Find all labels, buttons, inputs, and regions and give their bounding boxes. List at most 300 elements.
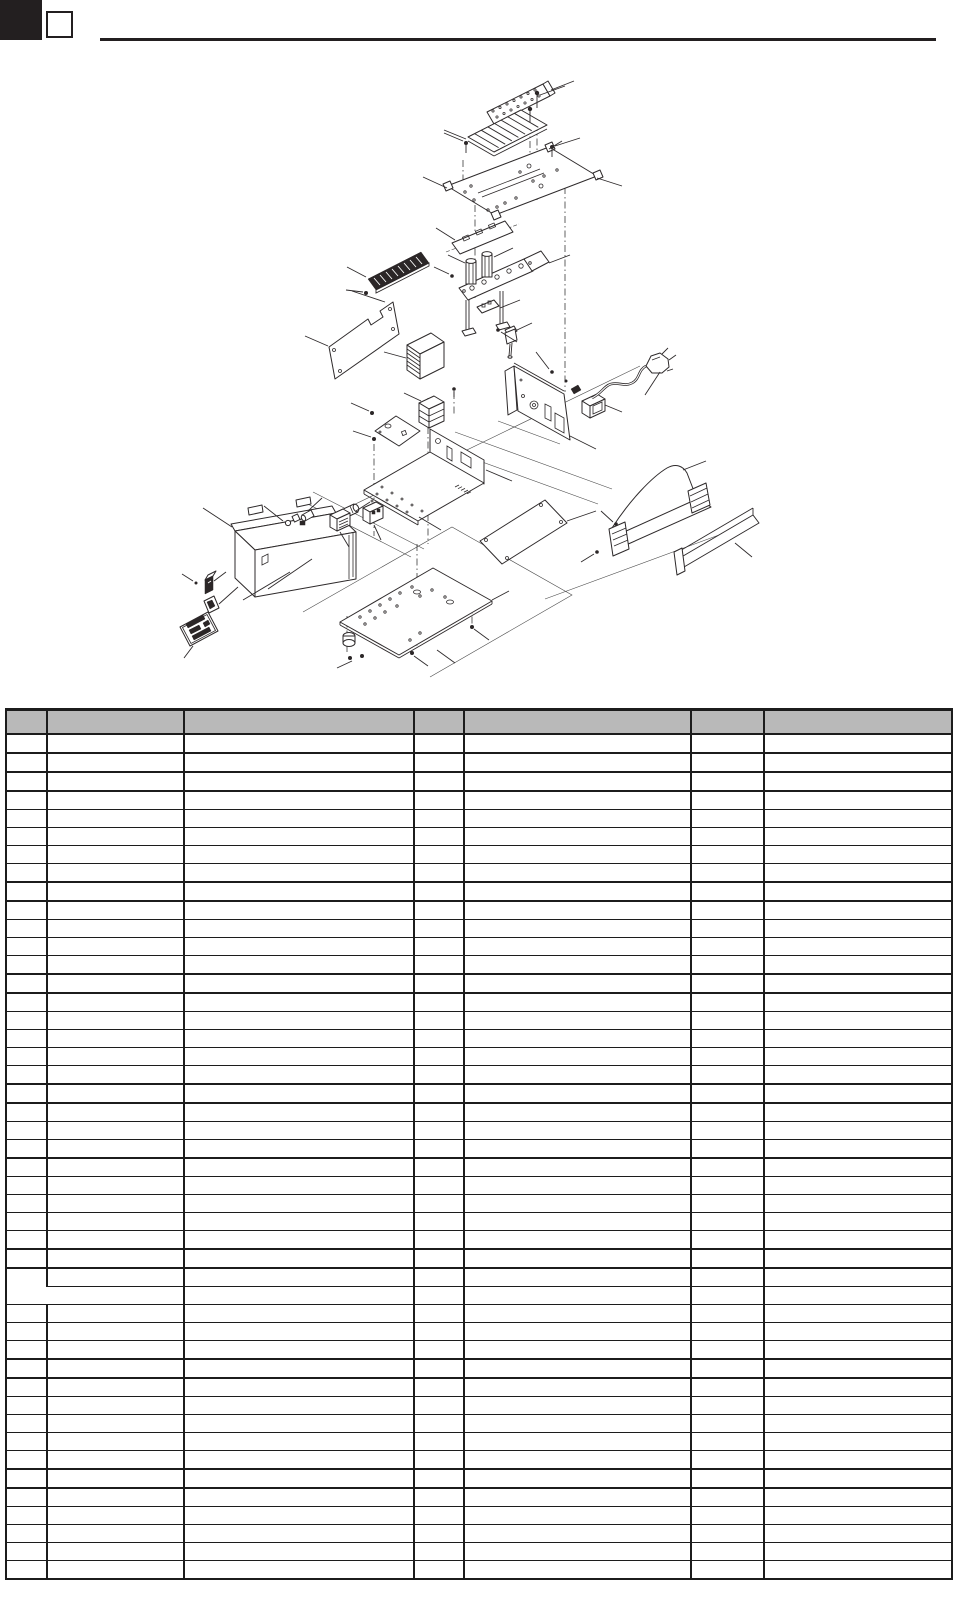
table-cell [6,864,47,883]
table-cell [184,1507,414,1525]
table-cell [414,734,464,753]
table-cell [414,1397,464,1415]
table-cell [691,1451,764,1470]
table-cell [184,901,414,920]
table-cell [464,1177,691,1195]
table-cell [764,810,952,828]
table-cell [764,1249,952,1268]
table-cell [47,1140,184,1159]
table-cell [691,1323,764,1341]
table-cell [47,1397,184,1415]
table-cell [47,882,184,901]
table-cell [464,1249,691,1268]
table-cell [47,1469,184,1488]
base-plate [340,568,492,658]
table-cell [691,828,764,846]
table-cell [184,1469,414,1488]
table-cell [691,1397,764,1415]
table-cell [47,974,184,993]
power-inlet-connector [571,385,605,418]
exploded-view-diagram [0,0,954,690]
table-cell [6,1561,47,1580]
table-row [6,956,952,975]
table-cell [184,734,414,753]
table-cell [764,1488,952,1507]
table-cell [464,1507,691,1525]
table-cell [47,920,184,938]
table-cell [47,772,184,791]
table-cell [6,791,47,810]
table-cell [414,791,464,810]
table-cell [464,1415,691,1433]
table-cell [6,1451,47,1470]
table-row [6,1158,952,1177]
table-cell [184,956,414,975]
table-row [6,1030,952,1048]
table-row [6,734,952,753]
table-cell [414,1177,464,1195]
table-cell [6,1103,47,1122]
table-cell [184,1140,414,1159]
table-cell [184,974,414,993]
table-cell [47,956,184,975]
table-cell [47,1543,184,1561]
table-cell [691,1507,764,1525]
table-cell [414,1469,464,1488]
table-cell [764,920,952,938]
table-cell [691,882,764,901]
table-cell [47,1415,184,1433]
table-cell [47,1488,184,1507]
table-cell [691,1066,764,1085]
table-cell [47,938,184,956]
table-cell [6,993,47,1012]
table-cell [414,1507,464,1525]
table-row [6,1287,952,1305]
table-cell [691,1469,764,1488]
table-cell [764,1066,952,1085]
table-cell [764,1469,952,1488]
parts-table [5,708,953,1580]
column-header-description-left [184,710,414,735]
table-cell [464,1012,691,1030]
main-pcb [329,302,399,379]
table-cell [184,1158,414,1177]
table-row [6,1415,952,1433]
table-row [6,1451,952,1470]
table-cell [6,882,47,901]
table-cell [184,791,414,810]
table-cell [184,1177,414,1195]
table-cell [184,1231,414,1250]
table-cell [6,1249,47,1268]
table-row [6,1397,952,1415]
table-cell [47,846,184,864]
table-row [6,1507,952,1525]
table-cell [184,1561,414,1580]
table-cell [414,1415,464,1433]
table-row [6,1525,952,1543]
table-cell [6,1066,47,1085]
table-row [6,753,952,772]
table-cell [764,938,952,956]
table-cell [6,1030,47,1048]
table-cell [764,956,952,975]
table-cell [691,1415,764,1433]
table-cell [184,1103,414,1122]
table-cell [764,1433,952,1451]
table-cell [764,1030,952,1048]
table-cell [764,791,952,810]
comb-connector [368,252,429,293]
sensor-strip-pcb [446,221,519,254]
table-cell [47,1084,184,1103]
table-cell [691,753,764,772]
table-cell [414,1158,464,1177]
table-cell [47,1103,184,1122]
shielded-module [407,333,444,379]
table-cell [6,753,47,772]
transformer-block [419,396,444,428]
table-cell [6,1359,47,1378]
column-header-part-no-right [464,710,691,735]
table-cell [184,1359,414,1378]
capacitor-bracket [459,251,549,336]
table-cell [184,846,414,864]
table-cell [414,1048,464,1066]
table-cell [47,1195,184,1213]
table-cell [47,1066,184,1085]
table-cell [764,1561,952,1580]
table-cell [184,1249,414,1268]
table-cell [414,1451,464,1470]
table-cell [47,901,184,920]
table-cell [184,920,414,938]
table-row [6,1378,952,1397]
table-cell [691,1543,764,1561]
table-cell [414,1012,464,1030]
table-cell [764,1048,952,1066]
table-row [6,1231,952,1250]
table-cell [414,1359,464,1378]
table-cell [184,1415,414,1433]
table-cell [184,1195,414,1213]
table-cell [184,938,414,956]
table-cell [6,1507,47,1525]
table-row [6,901,952,920]
table-cell [184,1433,414,1451]
table-row [6,974,952,993]
table-cell [764,1158,952,1177]
table-cell [691,864,764,883]
table-row [6,882,952,901]
table-cell [464,1378,691,1397]
table-cell [691,1158,764,1177]
table-cell [464,1103,691,1122]
table-cell [47,753,184,772]
column-header-part-no-left [47,710,184,735]
table-cell [6,1415,47,1433]
table-cell [6,1177,47,1195]
table-cell [464,772,691,791]
table-cell [414,882,464,901]
table-cell [184,1397,414,1415]
table-cell [47,1359,184,1378]
table-row [6,791,952,810]
table-cell [184,1122,414,1140]
table-cell [184,1287,414,1305]
table-cell [6,1084,47,1103]
table-row [6,1103,952,1122]
table-cell [184,1048,414,1066]
table-cell [184,1323,414,1341]
table-cell [6,1122,47,1140]
table-cell [764,753,952,772]
table-cell [691,1359,764,1378]
table-cell [764,1231,952,1250]
table-cell [47,1177,184,1195]
table-cell [47,1158,184,1177]
table-cell [414,1543,464,1561]
table-cell [691,791,764,810]
table-cell [414,1378,464,1397]
table-cell [47,1012,184,1030]
table-row [6,1140,952,1159]
table-cell [6,1469,47,1488]
table-cell [6,1341,47,1360]
table-header-row [6,710,952,735]
table-cell [764,1543,952,1561]
table-cell [184,864,414,883]
column-header-qty-right [691,710,764,735]
table-cell [464,920,691,938]
table-cell [464,1359,691,1378]
table-cell [47,1048,184,1066]
table-cell [184,1488,414,1507]
rating-label [180,612,218,646]
table-cell [184,1213,414,1231]
table-cell [184,1305,414,1323]
table-cell [691,1195,764,1213]
table-cell [414,956,464,975]
table-cell [691,938,764,956]
table-cell [414,938,464,956]
table-cell [414,1213,464,1231]
table-cell [47,1122,184,1140]
table-cell [464,1323,691,1341]
thermal-fuse-part [505,326,517,358]
table-cell [764,1084,952,1103]
table-cell [47,1231,184,1250]
table-cell [764,1213,952,1231]
column-header-description-right [764,710,952,735]
table-cell [691,1084,764,1103]
table-cell [6,901,47,920]
table-row [6,1012,952,1030]
table-cell [414,920,464,938]
table-cell [764,734,952,753]
table-cell [691,1525,764,1543]
table-cell [764,1378,952,1397]
table-row [6,1213,952,1231]
table-cell [464,1525,691,1543]
table-cell [6,1158,47,1177]
table-cell [47,1268,184,1287]
table-cell [464,1231,691,1250]
table-cell [764,828,952,846]
table-cell [47,1213,184,1231]
table-cell [764,1195,952,1213]
table-cell [6,1323,47,1341]
table-cell [47,1249,184,1268]
table-cell [464,828,691,846]
table-cell [47,1341,184,1360]
table-cell [464,1397,691,1415]
table-cell [691,1249,764,1268]
table-cell [414,993,464,1012]
table-cell [184,1030,414,1048]
table-cell [691,772,764,791]
table-row [6,828,952,846]
table-cell [414,1561,464,1580]
table-cell [6,1543,47,1561]
table-cell [464,1195,691,1213]
table-cell [464,1451,691,1470]
table-cell [764,846,952,864]
table-cell [464,753,691,772]
table-cell [464,1268,691,1287]
table-cell [6,1378,47,1397]
table-cell [691,1177,764,1195]
table-cell [691,1488,764,1507]
table-cell [414,1103,464,1122]
table-row [6,1359,952,1378]
table-cell [6,1488,47,1507]
table-cell [414,1066,464,1085]
table-cell [47,1287,184,1305]
table-cell [6,938,47,956]
table-cell [414,753,464,772]
table-row [6,1048,952,1066]
table-cell [414,1030,464,1048]
table-cell [6,846,47,864]
table-row [6,1469,952,1488]
table-cell [6,810,47,828]
table-cell [764,1359,952,1378]
table-cell [414,1122,464,1140]
table-cell [6,772,47,791]
table-cell [764,901,952,920]
table-cell [184,810,414,828]
table-cell [414,974,464,993]
micro-switch [205,571,216,594]
table-row [6,1433,952,1451]
table-cell [6,1525,47,1543]
table-cell [691,846,764,864]
table-cell [464,993,691,1012]
table-cell [691,810,764,828]
terminal-block-2 [363,502,383,524]
table-cell [464,901,691,920]
table-cell [691,1268,764,1287]
table-cell [464,1048,691,1066]
table-cell [6,920,47,938]
table-row [6,1122,952,1140]
table-cell [414,1268,464,1287]
table-cell [414,864,464,883]
table-cell [184,753,414,772]
table-cell [464,1066,691,1085]
table-cell [764,1323,952,1341]
table-cell [464,1030,691,1048]
table-row [6,772,952,791]
table-cell [6,1433,47,1451]
table-cell [691,1012,764,1030]
table-row [6,1488,952,1507]
table-cell [47,810,184,828]
table-cell [464,1213,691,1231]
table-row [6,1084,952,1103]
table-cell [464,938,691,956]
table-cell [764,1012,952,1030]
table-cell [691,1433,764,1451]
table-cell [47,1433,184,1451]
table-cell [184,828,414,846]
table-cell [691,1122,764,1140]
table-cell [184,993,414,1012]
table-cell [691,974,764,993]
table-row [6,1561,952,1580]
ac-plug [646,348,676,373]
table-cell [6,1048,47,1066]
table-cell [691,1231,764,1250]
table-cell [6,1305,47,1323]
table-cell [184,1451,414,1470]
table-cell [184,772,414,791]
table-cell [464,1158,691,1177]
table-row [6,993,952,1012]
table-cell [464,810,691,828]
ferrite-clamp [571,385,581,394]
table-cell [184,1012,414,1030]
table-cell [464,974,691,993]
table-cell [691,920,764,938]
table-cell [47,1451,184,1470]
table-cell [414,1287,464,1305]
table-cell [464,1140,691,1159]
table-cell [691,1140,764,1159]
table-cell [691,1341,764,1360]
table-cell [47,1030,184,1048]
table-cell [691,1213,764,1231]
table-cell [414,1231,464,1250]
table-row [6,1305,952,1323]
table-cell [691,1305,764,1323]
table-cell [691,993,764,1012]
table-cell [764,1122,952,1140]
table-cell [691,1378,764,1397]
table-cell [6,1213,47,1231]
table-cell [47,734,184,753]
table-cell [764,1397,952,1415]
table-cell [414,828,464,846]
table-cell [464,1287,691,1305]
table-cell [464,1469,691,1488]
table-cell [184,1084,414,1103]
table-cell [47,791,184,810]
table-cell [764,1525,952,1543]
table-row [6,810,952,828]
